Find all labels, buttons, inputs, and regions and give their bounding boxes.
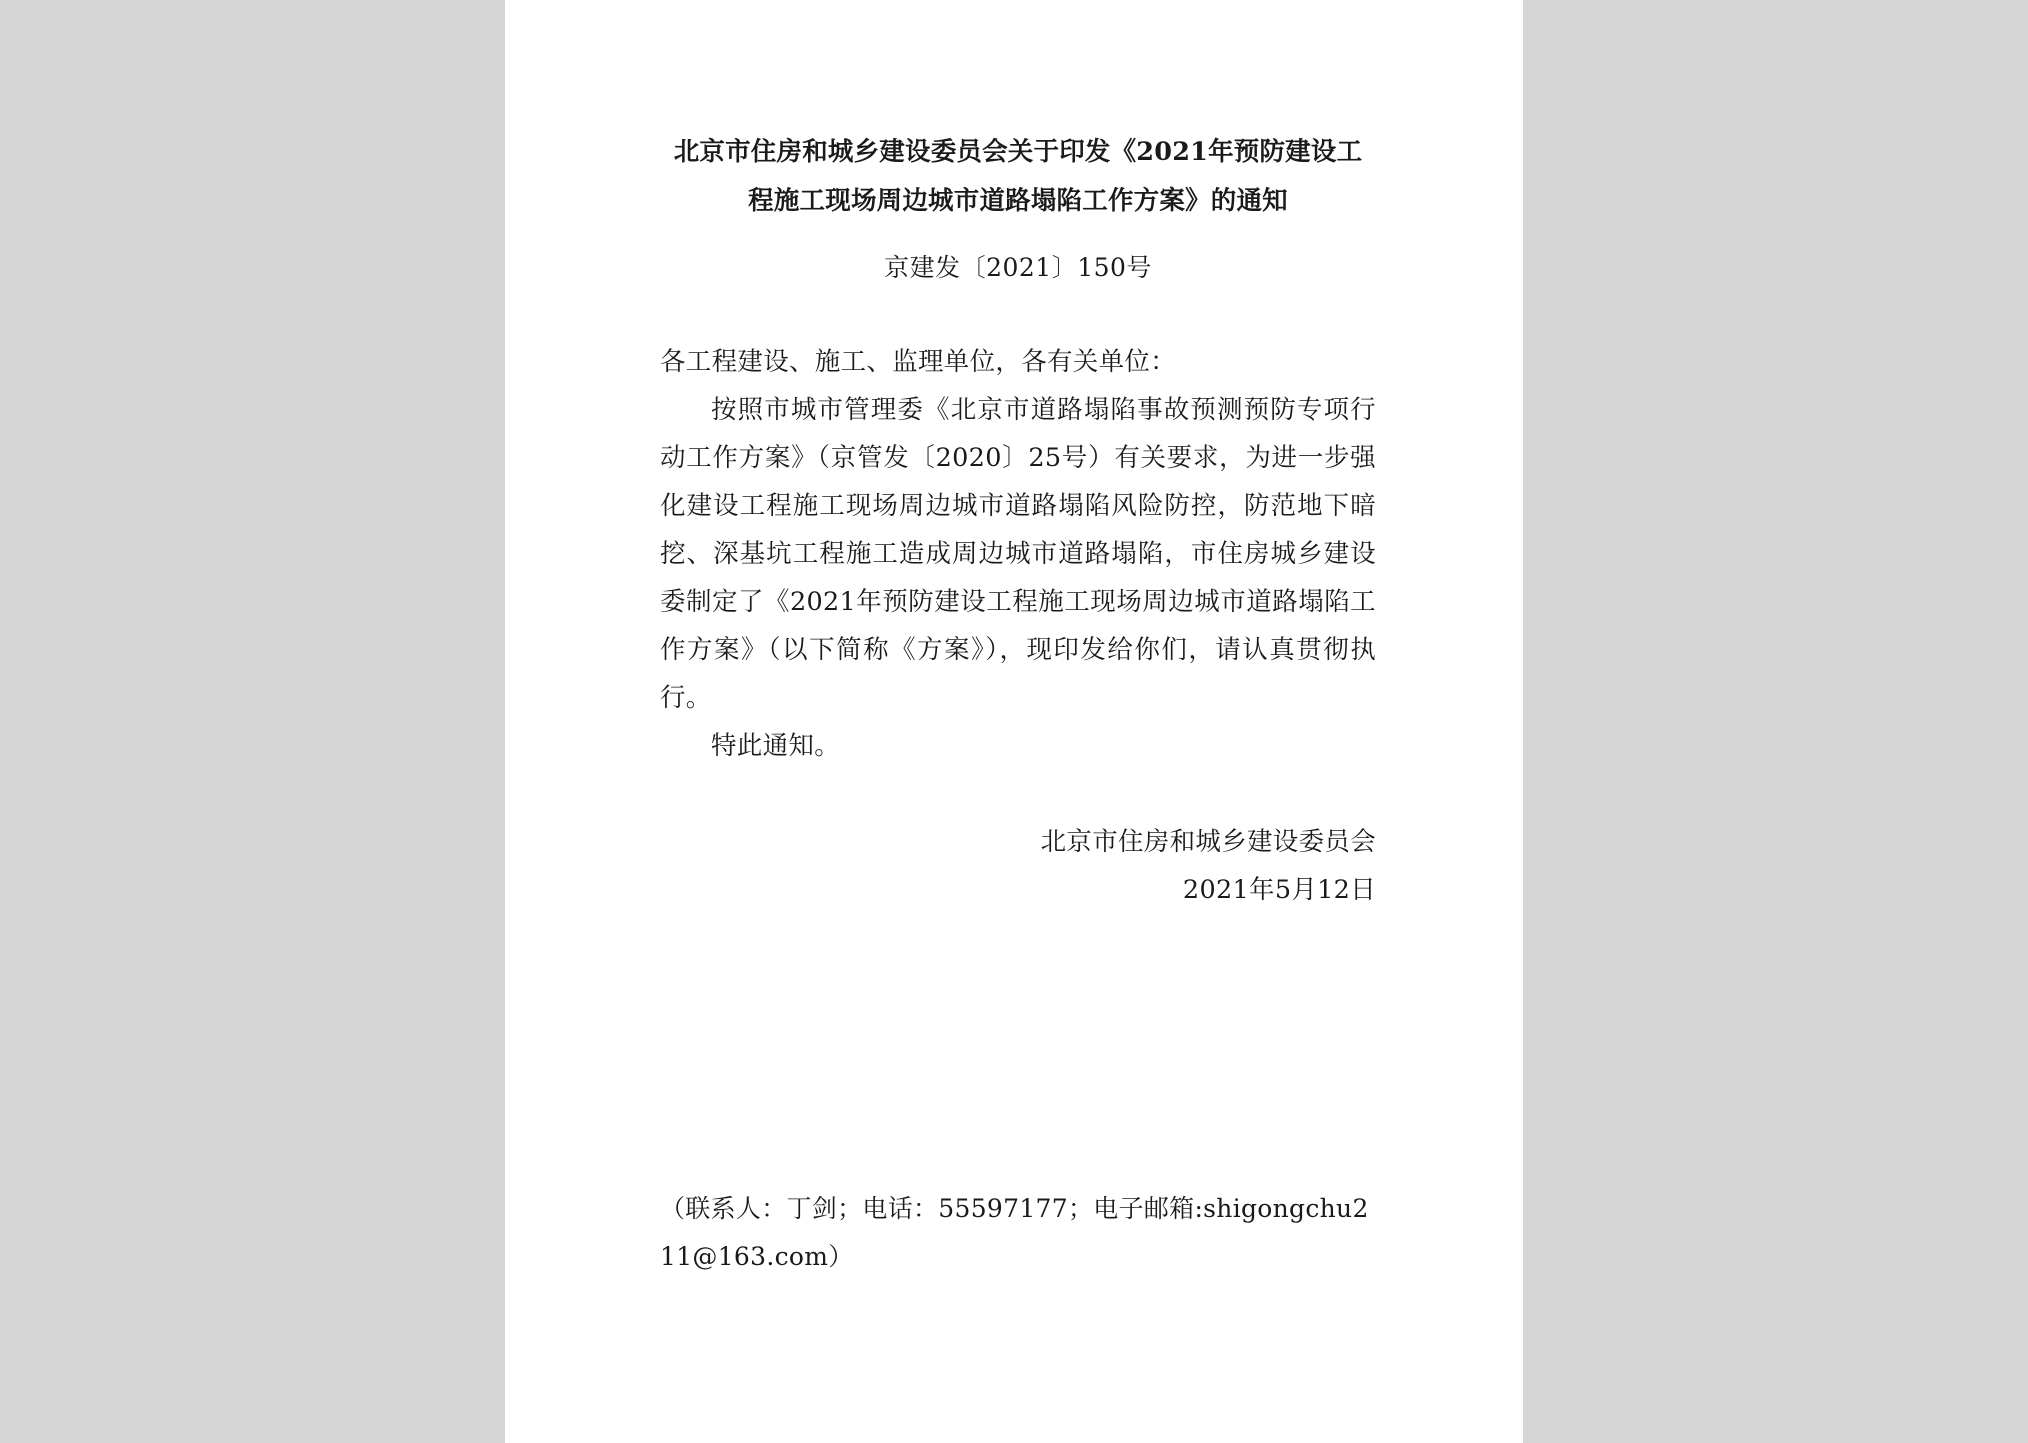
title-line-2: 程施工现场周边城市道路塌陷工作方案》的通知 — [748, 186, 1288, 216]
closing-line: 特此通知。 — [711, 731, 841, 761]
document-number: 京建发〔2021〕150号 — [884, 253, 1152, 282]
contact-info: （联系人：丁剑；电话：55597177；电子邮箱:shigongchu211@163.com） — [660, 1194, 1369, 1271]
signature-block — [660, 818, 1376, 914]
salutation: 各工程建设、施工、监理单位，各有关单位： — [660, 347, 1177, 377]
document-body — [660, 338, 1376, 770]
document-page — [505, 0, 1523, 1443]
document-content — [660, 128, 1376, 914]
title-line-1: 北京市住房和城乡建设委员会关于印发《2021年预防建设工 — [673, 137, 1363, 167]
issue-date: 2021年5月12日 — [1182, 875, 1376, 905]
issuer-name: 北京市住房和城乡建设委员会 — [1040, 827, 1376, 857]
document-title — [660, 128, 1376, 226]
main-paragraph: 按照市城市管理委《北京市道路塌陷事故预测预防专项行动工作方案》（京管发〔2020〕25号）有关要求，为进一步强化建设工程施工现场周边城市道路塌陷风险防控，防范地下暗挖、深基坑工程施工造成周边城市道路塌陷，市住房城乡建设委制定了《2021年预防建设工程施工现场周边城市道路塌陷工作方案》（以下简称《方案》），现印发给你们，请认真贯彻执行。 — [660, 395, 1376, 713]
